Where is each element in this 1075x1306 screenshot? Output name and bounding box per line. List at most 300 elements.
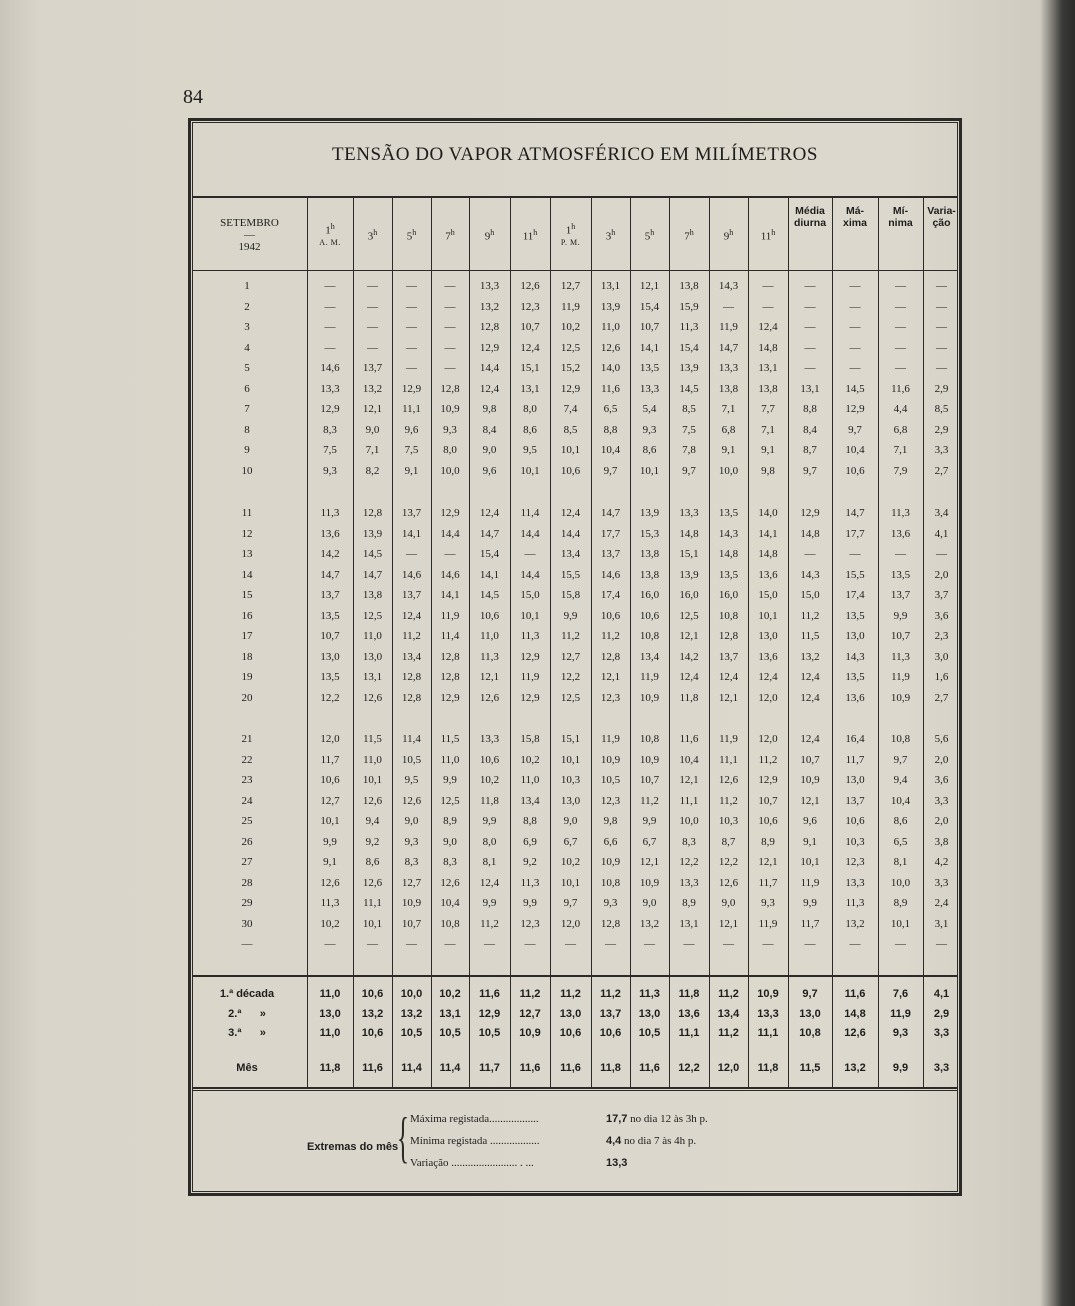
table-cell: 3,6 [934,609,949,622]
table-cell: 12,6 [479,691,500,704]
table-cell: 12,4 [800,671,820,683]
summary-cell: 10,6 [361,1027,384,1039]
summary-cell: 10,8 [799,1027,821,1039]
table-cell: 3,4 [934,507,949,519]
table-cell: 10,0 [718,464,739,477]
summary-cell: 12,0 [717,1062,740,1074]
table-cell: 17,4 [600,589,621,601]
table-cell: 10,8 [639,733,660,745]
table-cell: — [683,938,695,950]
table-cell: 15,9 [679,300,699,313]
table-cell: 10,1 [800,856,820,868]
table-cell: 13,2 [800,650,820,663]
table-cell: 11,9 [719,733,738,745]
table-cell: 14,4 [520,527,540,540]
table-cell: 12,2 [560,671,581,683]
table-cell: 13,2 [479,300,500,313]
table-cell: 13,3 [479,280,500,292]
extremes-label: Extremas do mês [307,1141,399,1153]
table-cell: 10,3 [845,835,865,848]
table-cell: — [367,341,378,354]
table-cell: 14,6 [440,568,460,581]
table-cell: 8,6 [893,815,908,827]
table-cell: 9,2 [523,856,537,868]
table-cell: 11,2 [640,794,659,807]
table-cell: 12,2 [320,691,340,704]
table-cell: 13,6 [758,568,778,581]
table-cell: 12,0 [560,917,581,930]
table-cell: 10,8 [600,876,621,889]
table-cell: 12,9 [758,774,778,786]
row-day: 14 [241,568,253,581]
summary-cell: 2,9 [933,1008,950,1020]
table-cell: 13,3 [718,362,739,374]
table-cell: 15,0 [520,589,540,601]
table-cell: 13,4 [560,548,581,560]
table-cell: 15,1 [520,362,540,374]
table-cell: 10,1 [320,815,340,827]
table-cell: 9,0 [365,423,380,436]
table-cell: 10,1 [639,464,660,477]
table-cell: 3,3 [934,876,949,889]
table-cell: 10,7 [320,630,340,642]
table-cell: 2,3 [934,630,949,642]
table-cell: 8,9 [761,835,775,848]
summary-cell: 13,4 [717,1008,740,1020]
brace-icon: { [397,1107,410,1169]
table-cell: 13,9 [639,507,660,519]
row-day: 10 [241,464,253,477]
table-cell: 11,3 [520,876,540,889]
summary-cell: 3,3 [933,1027,950,1039]
table-cell: 11,8 [480,794,499,807]
table-cell: 2,7 [934,691,949,704]
table-cell: 9,9 [803,897,817,909]
table-cell: 12,1 [718,691,739,704]
table-cell: 12,8 [401,671,422,683]
row-day: 15 [241,589,253,601]
table-cell: 5,4 [642,403,657,415]
table-cell: 10,2 [479,774,500,786]
table-cell: 10,4 [600,444,621,456]
table-cell: 11,3 [845,897,865,909]
table-cell: 9,6 [482,464,497,477]
table-cell: 12,1 [639,856,660,868]
table-cell: 15,0 [800,589,820,601]
table-cell: 12,8 [479,321,500,333]
table-cell: 7,8 [682,444,696,456]
table-cell: 13,9 [600,300,621,313]
summary-cell: 11,2 [560,988,581,1000]
table-cell: 10,4 [440,897,460,909]
table-cell: — [849,321,861,333]
row-day: 3 [244,321,250,333]
table-cell: 13,6 [320,527,340,540]
row-day: 19 [241,671,253,683]
table-cell: 14,6 [320,362,340,374]
table-cell: 12,1 [479,671,500,683]
table-cell: 2,4 [934,897,949,909]
table-cell: 9,9 [482,897,497,909]
table-cell: 7,5 [682,423,696,436]
row-day: 26 [241,835,253,848]
table-cell: 7,1 [761,423,775,436]
table-cell: 15,2 [560,362,581,374]
summary-cell: 11,8 [757,1062,779,1074]
table-cell: 9,6 [803,815,817,827]
table-cell: 13,5 [718,507,739,519]
table-cell: 10,8 [440,917,460,930]
table-cell: 15,5 [845,568,865,581]
table-cell: 13,8 [718,382,739,395]
table-cell: 3,6 [934,774,949,786]
table-cell: — [444,321,456,333]
table-cell: 8,7 [803,444,817,456]
table-cell: 9,8 [761,464,775,477]
table-cell: 13,0 [845,774,865,786]
table-cell: 13,8 [679,280,699,292]
table-cell: 14,4 [440,527,460,540]
summary-label: Mês [236,1062,258,1074]
table-cell: 14,8 [679,527,699,540]
table-cell: 9,1 [323,856,337,868]
table-cell: 12,0 [758,691,778,704]
summary-cell: 10,5 [439,1027,461,1039]
table-cell: 14,3 [718,280,739,292]
table-cell: 3,3 [934,444,949,456]
table-cell: 11,6 [601,382,620,395]
header-hour: 9$^h$ [723,228,734,243]
table-cell: 10,8 [890,733,911,745]
table-cell: 14,2 [679,650,699,663]
table-cell: — [849,341,861,354]
row-day: 28 [241,876,253,889]
table-cell: 10,1 [560,876,581,889]
row-day: 7 [244,403,250,415]
table-cell: 13,7 [401,507,422,519]
table-cell: 9,1 [404,464,419,477]
summary-cell: 12,2 [678,1062,700,1074]
table-cell: 13,8 [639,548,660,560]
table-cell: 10,1 [520,464,540,477]
table-cell: 13,1 [520,382,540,395]
table-cell: 11,9 [601,733,620,745]
table-cell: 10,6 [845,464,865,477]
row-day: 8 [244,423,250,436]
table-cell: 14,7 [600,507,621,519]
table-cell: 12,1 [679,630,699,642]
table-cell: — [723,300,734,313]
summary-cell: 9,7 [802,988,818,1000]
table-cell: 9,1 [803,835,817,848]
table-cell: 13,0 [845,630,865,642]
header-month: SETEMBRO [220,217,279,229]
table-cell: — [324,280,336,292]
extreme-name: Variação ........................ . ... [410,1157,534,1169]
table-cell: 8,5 [563,423,578,436]
table-cell: 10,8 [718,609,739,622]
table-cell: — [367,300,378,313]
table-cell: 8,0 [482,835,497,848]
table-cell: 8,6 [642,444,657,456]
table-cell: 13,0 [320,650,340,663]
table-cell: 15,3 [639,527,660,540]
row-day: 17 [241,630,253,642]
summary-cell: 10,9 [519,1027,541,1039]
row-day: 25 [241,815,253,827]
summary-cell: 11,6 [519,1062,541,1074]
table-cell: 10,7 [890,630,911,642]
table-cell: 11,9 [800,876,820,889]
table-cell: 9,4 [893,774,908,786]
table-cell: 12,8 [440,382,460,395]
table-cell: 11,9 [758,917,778,930]
table-cell: — [367,321,378,333]
table-cell: — [849,362,861,374]
header-hour: 7$^h$ [684,228,694,243]
table-cell: — [444,300,456,313]
table-cell: 12,4 [520,341,540,354]
table-cell: 12,4 [401,609,422,622]
table-cell: 9,1 [721,444,736,456]
table-cell: 12,3 [520,300,540,313]
table-cell: 9,2 [365,835,380,848]
table-cell: 6,6 [603,835,618,848]
table-cell: 11,9 [520,671,540,683]
table-cell: 9,8 [482,403,497,415]
table-cell: 8,5 [934,403,949,415]
table-cell: 13,7 [320,589,340,601]
summary-cell: 13,3 [757,1008,779,1020]
table-cell: 11,4 [520,507,540,519]
table-cell: 12,6 [401,794,422,807]
row-day: 6 [244,382,250,395]
table-cell: 10,2 [560,856,581,868]
table-cell: 8,0 [443,444,457,456]
table-cell: 10,9 [800,774,820,786]
summary-cell: 13,0 [638,1008,661,1020]
table-cell: 9,3 [761,897,775,909]
table-cell: 14,5 [679,382,699,395]
table-cell: 10,2 [520,753,540,766]
summary-cell: 11,6 [639,1062,660,1074]
summary-cell: 13,1 [439,1008,461,1020]
table-cell: 15,1 [560,733,581,745]
table-cell: 13,5 [320,609,340,622]
table-cell: 12,4 [479,507,500,519]
table-cell: 12,5 [560,691,581,704]
table-cell: 10,6 [320,774,340,786]
table-cell: — [895,938,906,950]
table-cell: 10,6 [758,815,778,827]
summary-cell: 11,6 [479,988,500,1000]
table-cell: 8,8 [523,815,537,827]
table-cell: 11,2 [601,630,620,642]
table-cell: 13,7 [845,794,865,807]
table-cell: 12,5 [362,609,383,622]
table-cell: 10,7 [758,794,778,807]
summary-cell: 9,3 [892,1027,909,1039]
header-hour: 3$^h$ [367,228,378,243]
table-cell: 4,4 [893,403,908,415]
table-cell: — [895,362,906,374]
extreme-value: 13,3 [606,1157,628,1169]
table-cell: 12,8 [600,917,621,930]
table-cell: 11,3 [679,321,699,333]
table-cell: 14,3 [800,568,820,581]
table-cell: 11,4 [440,630,460,642]
table-cell: 12,1 [800,794,820,807]
table-cell: 9,4 [365,815,380,827]
table-cell: 11,6 [891,382,910,395]
table-cell: 13,0 [758,630,778,642]
table-cell: — [804,938,816,950]
row-day: 20 [241,691,253,704]
table-cell: 15,4 [479,548,500,560]
table-cell: 11,8 [679,691,699,704]
table-cell: 12,3 [600,794,621,807]
table-cell: 13,3 [679,876,699,889]
table-cell: 8,8 [803,403,817,415]
table-cell: 13,9 [679,568,699,581]
table-cell: — [804,548,816,560]
table-cell: 14,8 [758,548,778,560]
table-cell: 9,6 [404,423,419,436]
summary-cell: 9,9 [892,1062,909,1074]
table-cell: 11,2 [561,630,580,642]
table-cell: 10,9 [639,753,660,766]
summary-cell: 11,0 [319,1027,341,1039]
table-cell: 9,0 [642,897,657,909]
table-cell: 12,5 [440,794,460,807]
table-cell: 6,5 [603,403,618,415]
table-cell: 13,3 [845,876,865,889]
row-day: 30 [241,917,253,930]
table-cell: 10,9 [890,691,911,704]
table-cell: 12,7 [320,794,340,807]
table-cell: 12,9 [520,650,540,663]
row-day: 5 [244,362,250,374]
table-cell: 6,9 [523,835,537,848]
summary-cell: 10,6 [361,988,384,1000]
table-cell: 9,9 [443,774,457,786]
table-cell: 11,3 [891,650,910,663]
table-cell: 3,0 [934,650,949,663]
table-cell: 12,9 [320,403,340,415]
table-cell: — [936,548,947,560]
table-cell: 13,9 [362,527,383,540]
table-cell: 13,7 [362,362,383,374]
table-cell: 8,6 [523,423,537,436]
table-cell: 13,4 [520,794,540,807]
header-stat: Varia- ção [927,205,956,229]
table-cell: 12,1 [718,917,739,930]
extreme-name: Mínima registada .................. [410,1135,540,1147]
table-cell: 13,5 [890,568,911,581]
table-cell: — [565,938,576,950]
table-cell: — [444,548,456,560]
table-cell: — [444,938,456,950]
header-hour: 5$^h$ [406,228,417,243]
row-day: 21 [241,733,253,745]
summary-cell: 13,2 [400,1008,423,1020]
page-title: TENSÃO DO VAPOR ATMOSFÉRICO EM MILÍMETROS [332,144,818,165]
table-cell: 11,2 [758,753,778,766]
table-cell: 12,0 [758,733,778,745]
table-cell: 12,6 [320,876,340,889]
table-cell: 12,6 [520,280,540,292]
table-cell: 7,1 [893,444,908,456]
summary-cell: 11,7 [479,1062,500,1074]
row-day: 1 [244,280,250,292]
table-cell: 10,9 [440,403,460,415]
summary-label: 2.ª » [228,1008,266,1020]
table-cell: 13,9 [679,362,699,374]
table-cell: 10,3 [560,774,581,786]
table-cell: 12,8 [718,630,739,642]
table-cell: — [484,938,495,950]
table-cell: — [444,362,456,374]
table-cell: 8,8 [603,423,618,436]
table-cell: 13,5 [320,671,340,683]
table-cell: 14,7 [845,507,865,519]
table-cell: 11,3 [891,507,910,519]
summary-cell: 12,6 [844,1027,866,1039]
table-cell: 10,9 [600,753,621,766]
summary-label: 3.ª » [228,1027,266,1039]
summary-cell: 10,5 [400,1027,423,1039]
table-cell: 10,1 [520,609,540,622]
table-cell: 2,9 [934,423,949,436]
table-cell: 10,7 [639,774,660,786]
table-cell: — [324,321,336,333]
table-cell: 4,1 [934,527,949,540]
table-cell: 12,0 [320,733,340,745]
table-cell: — [367,280,378,292]
table-cell: 11,7 [845,753,865,766]
table-cell: 2,0 [934,568,949,581]
table-cell: 14,7 [718,341,739,354]
table-cell: 13,7 [401,589,422,601]
row-day: 29 [241,897,253,909]
table-cell: 13,2 [845,917,865,930]
row-day: 13 [241,548,253,560]
table-cell: — [804,280,816,292]
summary-cell: 14,8 [844,1008,866,1020]
summary-cell: 7,6 [892,988,909,1000]
table-cell: — [406,341,417,354]
table-cell: 8,9 [893,897,908,909]
table-cell: 7,5 [404,444,419,456]
table-cell: 9,9 [893,609,908,622]
summary-cell: 11,4 [439,1062,461,1074]
table-cell: — [406,362,417,374]
table-cell: 9,3 [443,423,457,436]
table-cell: 13,7 [600,548,621,560]
table-cell: 8,4 [482,423,497,436]
table-cell: 11,0 [480,630,499,642]
table-cell: 14,1 [401,527,422,540]
summary-cell: 13,2 [361,1008,384,1020]
table-cell: — [895,280,906,292]
table-cell: 12,7 [401,876,422,889]
table-cell: 3,1 [934,917,949,930]
table-cell: — [849,548,861,560]
summary-cell: 13,2 [844,1062,866,1074]
table-cell: 16,0 [679,589,699,601]
table-cell: 13,5 [718,568,739,581]
table-cell: — [762,938,774,950]
